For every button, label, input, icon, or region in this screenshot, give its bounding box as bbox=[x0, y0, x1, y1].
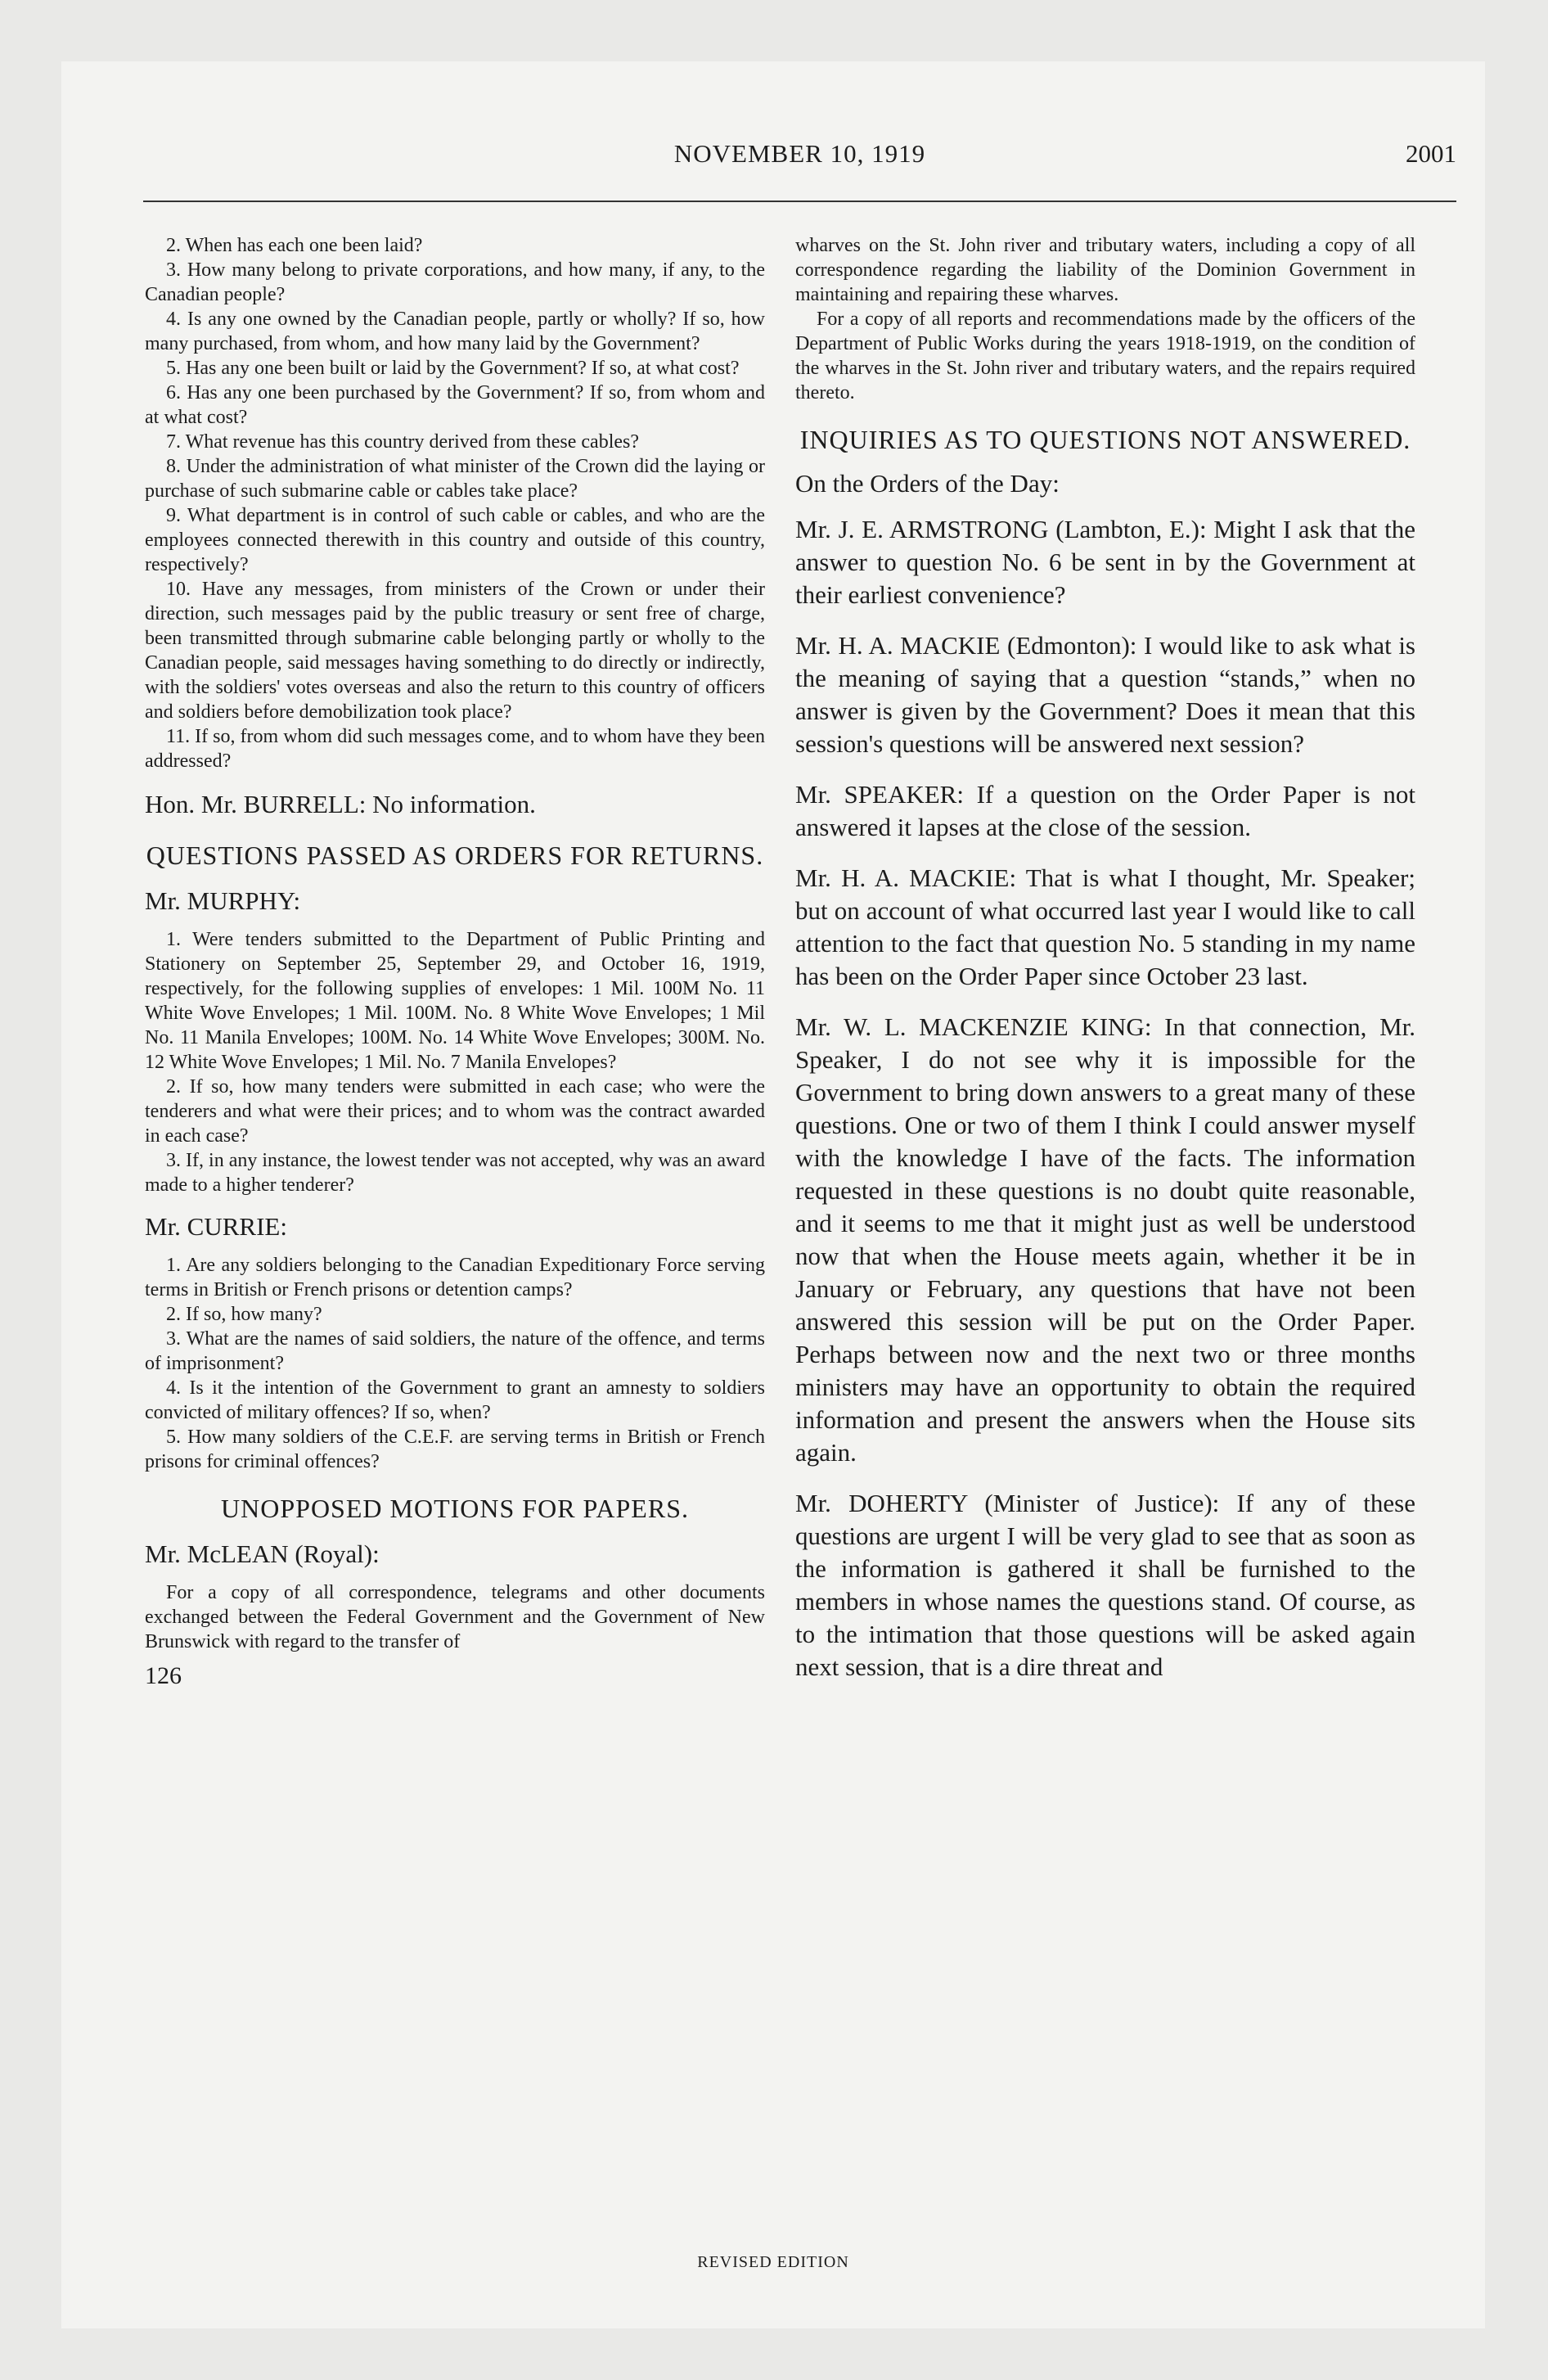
section-heading-inquiries: INQUIRIES AS TO QUESTIONS NOT ANSWERED. bbox=[799, 425, 1411, 454]
header-date: NOVEMBER 10, 1919 bbox=[673, 139, 926, 168]
right-column bbox=[795, 233, 1415, 2230]
question-item: 2. If so, how many tenders were submitted in each case; who were the tenderers and what were their prices; and to whom was the contract awarded in each case? bbox=[145, 1076, 765, 1147]
question-item: 6. Has any one been purchased by the Government? If so, from whom and at what cost? bbox=[145, 382, 765, 428]
question-item: 9. What department is in control of such cable or cables, and who are the employees connected therewith in this country and outside of this country, respectively? bbox=[145, 505, 765, 575]
section-heading-unopposed-motions: UNOPPOSED MOTIONS FOR PAPERS. bbox=[221, 1494, 689, 1523]
speaker-currie: Mr. CURRIE: bbox=[145, 1212, 287, 1241]
left-column bbox=[145, 233, 765, 2230]
question-item: 4. Is it the intention of the Government to grant an amnesty to soldiers convicted of military offences? If so, when? bbox=[145, 1377, 765, 1423]
motion-text: For a copy of all correspondence, telegrams and other documents exchanged between the Federal Government and the Government of New Brunswick with regard to the transfer of bbox=[145, 1582, 765, 1652]
debate-paragraph: Mr. W. L. MACKENZIE KING: In that connection, Mr. Speaker, I do not see why it is impossible for the Government to bring down answers to a great many of these questions. One or two of them I think I could answer myself with the knowledge I have of the facts. The information requested in these questions is no doubt quite reasonable, and it seems to me that it might just as well be understood now that when the House meets again, whether it be in January or February, any questions that have not been answered this session will be put on the Order Paper. Perhaps between now and the next two or three months ministers may have an opportunity to obtain the required information and present the answers when the House sits again. bbox=[795, 1012, 1415, 1467]
question-item: 2. If so, how many? bbox=[166, 1304, 322, 1325]
question-item: 3. What are the names of said soldiers, the nature of the offence, and terms of imprisonment? bbox=[145, 1328, 765, 1374]
question-item: 5. How many soldiers of the C.E.F. are serving terms in British or French prisons for criminal offences? bbox=[145, 1427, 765, 1472]
debate-paragraph: Mr. H. A. MACKIE: That is what I thought, Mr. Speaker; but on account of what occurred last year I would like to call attention to the fact that question No. 5 standing in my name has been on the Order Paper since October 23 last. bbox=[795, 863, 1415, 990]
debate-paragraph: Mr. SPEAKER: If a question on the Order Paper is not answered it lapses at the close of the session. bbox=[795, 780, 1415, 841]
speaker-mclean: Mr. McLEAN (Royal): bbox=[145, 1539, 380, 1568]
debate-paragraph: Mr. DOHERTY (Minister of Justice): If any of these questions are urgent I will be very glad to see that as soon as the information is gathered it shall be furnished to the members in whose names the questions stand. Of course, as to the intimation that those questions will be asked again next session, that is a dire threat and bbox=[795, 1489, 1415, 1681]
question-item: 11. If so, from whom did such messages come, and to whom have they been addressed? bbox=[145, 726, 765, 772]
header-rule bbox=[143, 201, 1456, 202]
page bbox=[61, 61, 1485, 2328]
debate-paragraph: Mr. J. E. ARMSTRONG (Lambton, E.): Might I ask that the answer to question No. 6 be sent in by the Government at their earliest convenience? bbox=[795, 515, 1415, 609]
debate-paragraph: Mr. H. A. MACKIE (Edmonton): I would like to ask what is the meaning of saying that a question “stands,” when no answer is given by the Government? Does it mean that this session's questions will be answered next session? bbox=[795, 631, 1415, 758]
page-footer: REVISED EDITION bbox=[697, 2253, 849, 2271]
answer-burrell: Hon. Mr. BURRELL: No information. bbox=[145, 790, 536, 818]
motion-continuation: wharves on the St. John river and tributary waters, including a copy of all correspondence regarding the liability of the Dominion Government in maintaining and repairing these wharves. bbox=[795, 235, 1415, 305]
question-item: 2. When has each one been laid? bbox=[166, 235, 423, 256]
orders-of-the-day: On the Orders of the Day: bbox=[795, 469, 1060, 498]
question-item: 8. Under the administration of what minister of the Crown did the laying or purchase of such submarine cable or cables take place? bbox=[145, 456, 765, 502]
question-item: 7. What revenue has this country derived from these cables? bbox=[166, 431, 640, 453]
question-item: 1. Are any soldiers belonging to the Canadian Expeditionary Force serving terms in British or French prisons or detention camps? bbox=[145, 1255, 765, 1300]
question-item: 3. How many belong to private corporations, and how many, if any, to the Canadian people? bbox=[145, 259, 765, 305]
signature-number: 126 bbox=[145, 1662, 182, 1689]
question-item: 10. Have any messages, from ministers of the Crown or under their direction, such messages paid by the public treasury or sent free of charge, been transmitted through submarine cable belonging partly or wholly to the Canadian people, said messages having something to do directly or indirectly, with the soldiers' votes overseas and also the return to this country of officers and soldiers before demobilization took place? bbox=[145, 579, 765, 723]
section-heading-questions-passed: QUESTIONS PASSED AS ORDERS FOR RETURNS. bbox=[146, 841, 764, 870]
header-page-number: 2001 bbox=[1406, 139, 1456, 168]
question-item: 1. Were tenders submitted to the Department of Public Printing and Stationery on September 25, September 29, and October 16, 1919, respectively, for the following supplies of envelopes: 1 Mil. 100M No. 11 White Wove Envelopes; 1 Mil. 100M. No. 8 White Wove Envelopes; 1 Mil No. 11 Manila Envelopes; 100M. No. 14 White Wove Envelopes; 300M. No. 12 White Wove Envelopes; 1 Mil. No. 7 Manila Envelopes? bbox=[145, 929, 765, 1073]
question-item: 4. Is any one owned by the Canadian people, partly or wholly? If so, how many purchased, from whom, and how many laid by the Government? bbox=[145, 309, 765, 354]
question-item: 5. Has any one been built or laid by the Government? If so, at what cost? bbox=[166, 358, 740, 379]
motion-text: For a copy of all reports and recommendations made by the officers of the Department of Public Works during the years 1918-1919, on the condition of the wharves in the St. John river and tributary waters, and the repairs required thereto. bbox=[795, 309, 1415, 403]
question-item: 3. If, in any instance, the lowest tender was not accepted, why was an award made to a higher tenderer? bbox=[145, 1150, 765, 1196]
page-header bbox=[143, 139, 1456, 188]
speaker-murphy: Mr. MURPHY: bbox=[145, 886, 301, 915]
